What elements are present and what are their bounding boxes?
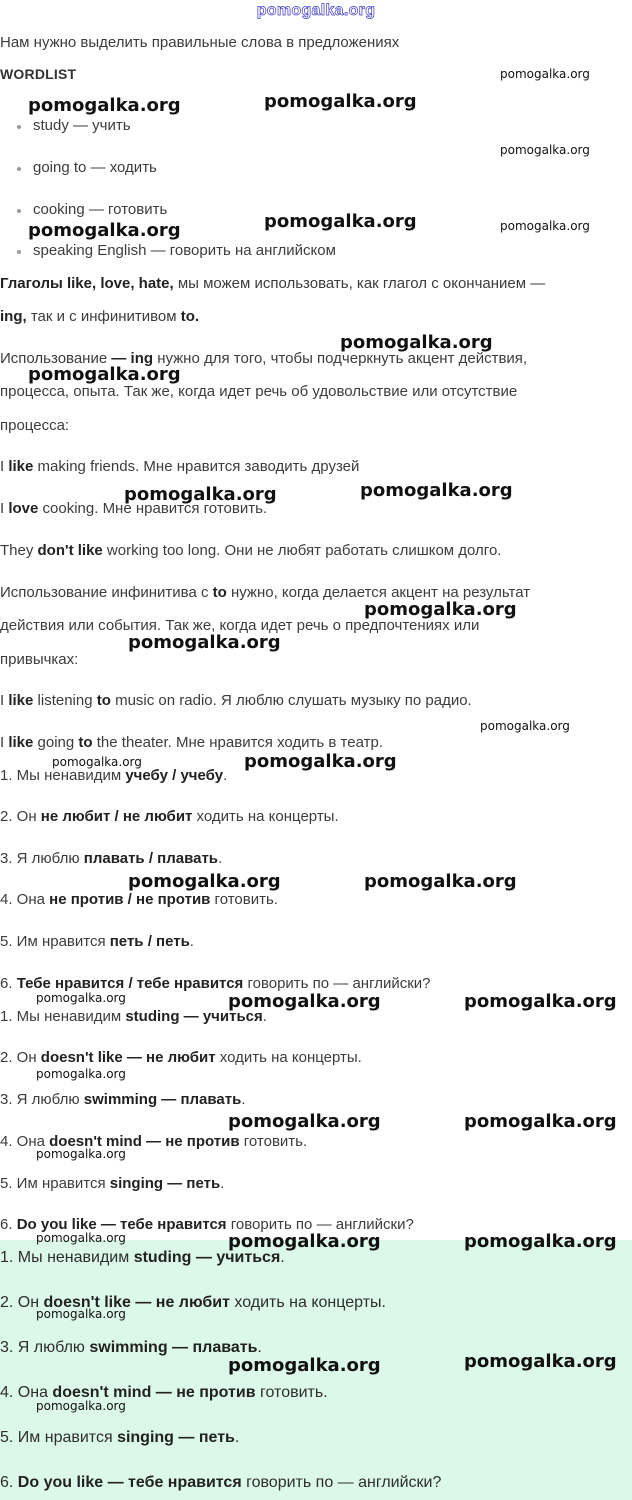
text: готовить.: [255, 1384, 328, 1401]
text: готовить.: [239, 1133, 308, 1150]
text: .: [234, 1429, 240, 1446]
watermark: pomogalka.org: [264, 211, 417, 232]
text: говорить по — английски?: [226, 1216, 414, 1233]
answer-item: [0, 1091, 246, 1108]
text: Использование инфинитива с: [0, 584, 213, 601]
answer-item: [0, 1429, 239, 1447]
task-item: [0, 975, 431, 992]
theory-line: привычках:: [0, 651, 79, 668]
emphasis-text: ing,: [0, 308, 27, 325]
example-line: [0, 458, 359, 475]
watermark: pomogalka.org: [500, 219, 590, 233]
text: ходить на концерты.: [229, 1294, 386, 1311]
bullet-icon: [17, 125, 21, 129]
text: .: [257, 1339, 262, 1356]
watermark: pomogalka.org: [228, 991, 381, 1012]
bullet-icon: [17, 209, 21, 213]
watermark: pomogalka.org: [52, 755, 142, 769]
text: listening: [33, 692, 97, 709]
emphasis-text: studing — учиться: [125, 1008, 263, 1025]
answer-item: [0, 1175, 224, 1192]
emphasis-text: — ing: [111, 350, 154, 367]
theory-line: процесса, опыта. Так же, когда идет речь об удовольствие или отсутствие: [0, 383, 518, 400]
watermark: pomogalka.org: [128, 632, 281, 653]
text: .: [241, 1091, 246, 1108]
task-item: [0, 933, 194, 950]
text: .: [189, 933, 194, 950]
watermark: pomogalka.org: [228, 1355, 381, 1376]
theory-line: [0, 308, 199, 325]
watermark: pomogalka.org: [364, 599, 517, 620]
emphasis-text: singing — петь: [109, 1175, 221, 1192]
text: 2. Он: [0, 1294, 44, 1311]
list-item: study — учить: [33, 117, 131, 134]
text: 5. Им нравится: [0, 1429, 118, 1446]
watermark: pomogalka.org: [36, 991, 126, 1005]
wordlist-heading: WORDLIST: [0, 66, 77, 82]
watermark: pomogalka.org: [360, 480, 513, 501]
emphasis-text: Тебе нравится / тебе нравится: [16, 975, 244, 992]
answer-item: [0, 1049, 362, 1066]
theory-line: процесса:: [0, 417, 70, 434]
text: готовить.: [210, 891, 278, 908]
task-item: [0, 891, 278, 908]
task-item: [0, 808, 339, 825]
watermark: pomogalka.org: [228, 1111, 381, 1132]
text: cooking. Мне нравится готовить.: [38, 500, 268, 517]
text: They: [0, 542, 38, 559]
theory-line: действия или события. Так же, когда идет речь о предпочтениях или: [0, 617, 480, 634]
emphasis-text: to: [212, 584, 227, 601]
watermark: pomogalka.org: [36, 1399, 126, 1413]
text: music on radio. Я люблю слушать музыку по радио.: [110, 692, 472, 709]
text: .: [218, 850, 223, 867]
watermark: pomogalka.org: [28, 95, 181, 116]
text: I: [0, 734, 9, 751]
text: мы можем использовать, как глагол с окончанием —: [173, 275, 546, 292]
watermark: pomogalka.org: [264, 91, 417, 112]
text: 5. Им нравится: [0, 1175, 110, 1192]
answer-item: [0, 1339, 262, 1357]
site-brand-header[interactable]: pomogalka.org: [256, 2, 376, 19]
text: 6.: [0, 1474, 18, 1491]
text: говорить по — английски?: [243, 975, 431, 992]
text: нужно для того, чтобы подчеркнуть акцент действия,: [153, 350, 528, 367]
text: 2. Он: [0, 1049, 41, 1066]
watermark: pomogalka.org: [28, 220, 181, 241]
emphasis-text: учебу / учебу: [125, 767, 224, 784]
emphasis-text: to.: [180, 308, 200, 325]
emphasis-text: doesn't mind — не против: [49, 1133, 240, 1150]
emphasis-text: like: [8, 458, 34, 475]
text: так и с инфинитивом: [26, 308, 181, 325]
emphasis-text: singing — петь: [117, 1429, 235, 1446]
emphasis-text: like: [8, 734, 34, 751]
text: I: [0, 500, 9, 517]
watermark: pomogalka.org: [464, 1111, 617, 1132]
list-item: speaking English — говорить на английском: [33, 242, 336, 259]
example-line: [0, 692, 472, 709]
text: I: [0, 692, 9, 709]
text: 3. Я люблю: [0, 1091, 84, 1108]
task-item: [0, 850, 222, 867]
list-item: cooking — готовить: [33, 201, 168, 218]
task-item: [0, 767, 227, 784]
watermark: pomogalka.org: [480, 719, 570, 733]
text: making friends. Мне нравится заводить друзей: [33, 458, 360, 475]
watermark: pomogalka.org: [128, 871, 281, 892]
bullet-icon: [17, 167, 21, 171]
text: нужно, когда делается акцент на результат: [226, 584, 531, 601]
emphasis-text: Глаголы like, love, hate,: [0, 275, 174, 292]
emphasis-text: don't like: [37, 542, 103, 559]
text: .: [220, 1175, 225, 1192]
answer-item: [0, 1008, 267, 1025]
watermark: pomogalka.org: [36, 1231, 126, 1245]
text: the theater. Мне нравится ходить в театр.: [92, 734, 383, 751]
watermark: pomogalka.org: [464, 991, 617, 1012]
emphasis-text: не против / не против: [49, 891, 211, 908]
emphasis-text: to: [78, 734, 93, 751]
text: working too long. Они не любят работать слишком долго.: [102, 542, 502, 559]
emphasis-text: Do you like — тебе нравится: [16, 1216, 227, 1233]
text: .: [223, 767, 228, 784]
watermark: pomogalka.org: [228, 1231, 381, 1252]
text: I: [0, 458, 9, 475]
watermark: pomogalka.org: [364, 871, 517, 892]
emphasis-text: swimming — плавать: [89, 1339, 258, 1356]
text: 4. Она: [0, 1384, 53, 1401]
theory-line: [0, 275, 545, 292]
emphasis-text: плавать / плавать: [83, 850, 219, 867]
example-line: [0, 542, 501, 559]
emphasis-text: doesn't like — не любит: [43, 1294, 230, 1311]
watermark: pomogalka.org: [28, 364, 181, 385]
watermark: pomogalka.org: [340, 332, 493, 353]
text: 4. Она: [0, 891, 50, 908]
text: Использование: [0, 350, 112, 367]
list-item: going to — ходить: [33, 159, 157, 176]
text: .: [280, 1249, 285, 1266]
text: .: [262, 1008, 267, 1025]
text: 6.: [0, 975, 17, 992]
example-line: [0, 734, 383, 751]
watermark: pomogalka.org: [36, 1307, 126, 1321]
watermark: pomogalka.org: [244, 751, 397, 772]
watermark: pomogalka.org: [464, 1231, 617, 1252]
emphasis-text: like: [8, 692, 34, 709]
intro-text: Нам нужно выделить правильные слова в предложениях: [0, 34, 400, 51]
emphasis-text: не любит / не любит: [40, 808, 193, 825]
text: 3. Я люблю: [0, 850, 84, 867]
text: 1. Мы ненавидим: [0, 767, 126, 784]
emphasis-text: to: [96, 692, 111, 709]
emphasis-text: studing — учиться: [133, 1249, 281, 1266]
emphasis-text: doesn't like — не любит: [40, 1049, 216, 1066]
watermark: pomogalka.org: [124, 484, 277, 505]
text: говорить по — английски?: [241, 1474, 442, 1491]
text: 1. Мы ненавидим: [0, 1249, 134, 1266]
watermark: pomogalka.org: [36, 1067, 126, 1081]
text: ходить на концерты.: [192, 808, 339, 825]
text: 5. Им нравится: [0, 933, 110, 950]
emphasis-text: swimming — плавать: [83, 1091, 242, 1108]
text: 4. Она: [0, 1133, 50, 1150]
watermark: pomogalka.org: [464, 1351, 617, 1372]
watermark: pomogalka.org: [36, 1147, 126, 1161]
emphasis-text: Do you like — тебе нравится: [17, 1474, 242, 1491]
watermark: pomogalka.org: [500, 67, 590, 81]
text: going: [33, 734, 79, 751]
emphasis-text: doesn't mind — не против: [52, 1384, 256, 1401]
text: 6.: [0, 1216, 17, 1233]
text: 1. Мы ненавидим: [0, 1008, 126, 1025]
emphasis-text: петь / петь: [109, 933, 190, 950]
emphasis-text: love: [8, 500, 39, 517]
text: 3. Я люблю: [0, 1339, 90, 1356]
answer-item: [0, 1474, 441, 1492]
watermark: pomogalka.org: [500, 143, 590, 157]
text: 2. Он: [0, 808, 41, 825]
bullet-icon: [17, 250, 21, 254]
text: ходить на концерты.: [215, 1049, 362, 1066]
